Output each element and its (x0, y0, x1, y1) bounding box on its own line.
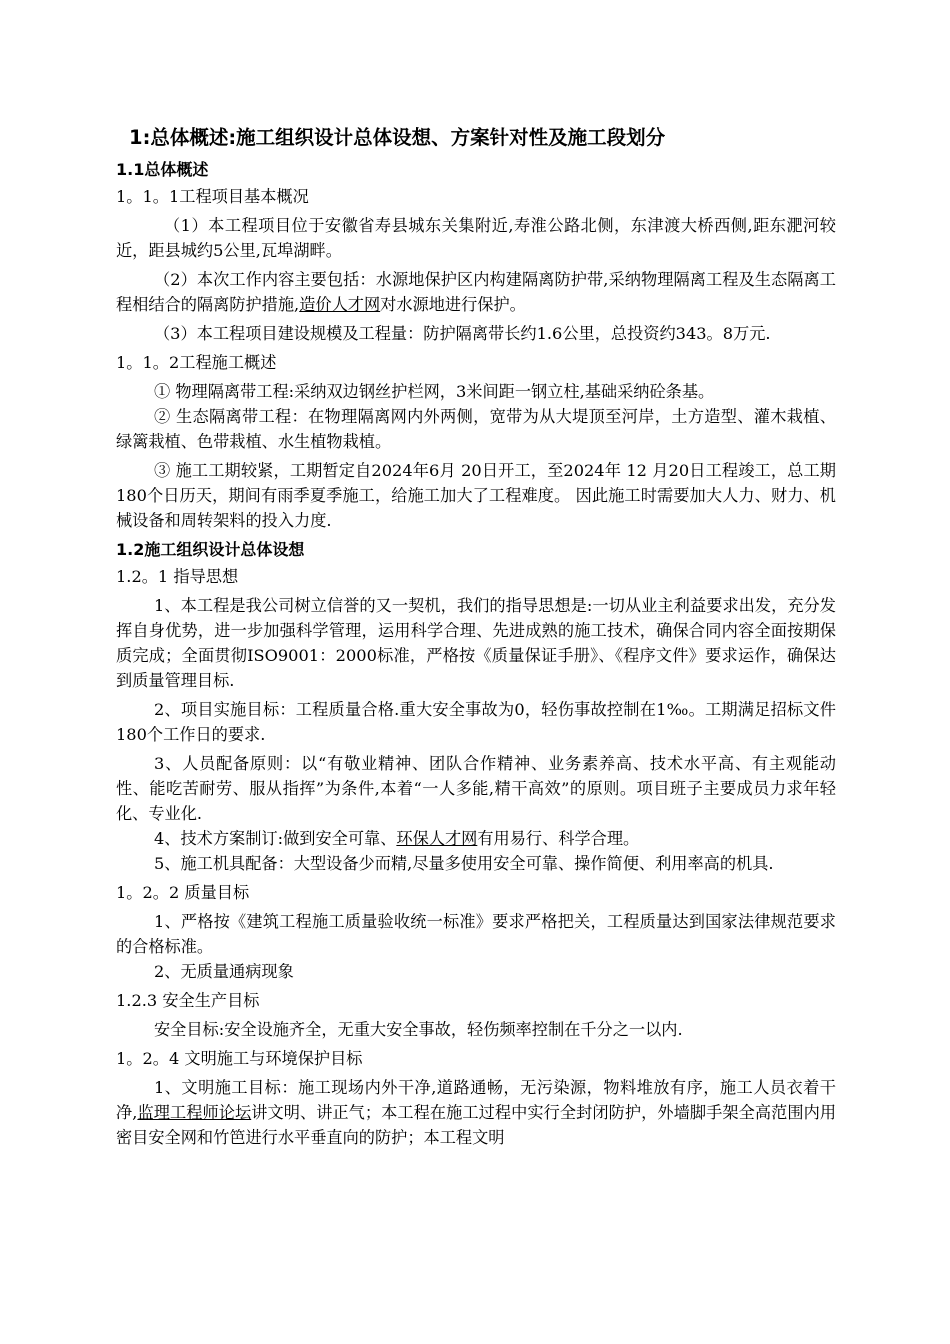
text-segment: 有用易行、科学合理。 (477, 829, 640, 848)
section-heading-1-2: 1.2施工组织设计总体设想 (116, 540, 305, 559)
link-supervisor-forum[interactable]: 监理工程师论坛 (137, 1103, 252, 1122)
paragraph-physical-isolation: ① 物理隔离带工程:采纳双边钢丝护栏网，3米间距一钢立柱,基础采纳砼条基。 (154, 382, 715, 401)
document-title: 1:总体概述:施工组织设计总体设想、方案针对性及施工段划分 (129, 126, 666, 149)
text-segment: 1、文明施工目标：施工现场内外干净,道路通畅，无污染源，物料堆放有序，施工人员衣着干净, (116, 1078, 836, 1122)
paragraph-project-goal: 2、项目实施目标：工程质量合格.重大安全事故为0，轻伤事故控制在1‰。工期满足招标文件180个工作日的要求. (116, 700, 836, 744)
paragraph-equipment: 5、施工机具配备：大型设备少而精,尽量多使用安全可靠、操作简便、利用率高的机具. (154, 854, 774, 873)
subsection-heading-1-2-1: 1.2。1 指导思想 (116, 567, 239, 586)
paragraph-project-scale: （3）本工程项目建设规模及工程量：防护隔离带长约1.6公里，总投资约343。8万元. (154, 324, 771, 343)
paragraph-guiding-idea: 1、本工程是我公司树立信誉的又一契机，我们的指导思想是:一切从业主利益要求出发，充分发挥自身优势，进一步加强科学管理，运用科学合理、先进成熟的施工技术，确保合同内容全面按期保质完成；全面贯彻ISO9001：2000标准，严格按《质量保证手册》、《程序文件》要求运作，确保达到质量管理目标. (116, 596, 836, 690)
subsection-heading-1-2-4: 1。2。4 文明施工与环境保护目标 (116, 1049, 363, 1068)
paragraph-project-location: （1）本工程项目位于安徽省寿县城东关集附近,寿淮公路北侧，东津渡大桥西侧,距东淝河较近，距县城约5公里,瓦埠湖畔。 (116, 216, 836, 260)
subsection-heading-1-1-1: 1。1。1工程项目基本概况 (116, 187, 309, 206)
paragraph-schedule: ③ 施工工期较紧，工期暂定自2024年6月 20日开工，至2024年 12 月20日工程竣工，总工期180个日历天，期间有雨季夏季施工，给施工加大了工程难度。 因此施工时需要加大人力、财力、机械设备和周转架料的投入力度. (116, 461, 836, 530)
paragraph-no-quality-defects: 2、无质量通病现象 (154, 962, 294, 981)
paragraph-staffing: 3、人员配备原则：以“有敬业精神、团队合作精神、业务素养高、技术水平高、有主观能动性、能吃苦耐劳、服从指挥”为条件,本着“一人多能,精干高效”的原则。项目班子主要成员力求年轻化、专业化. (116, 754, 836, 823)
document-body (116, 124, 836, 1150)
paragraph-quality-standard: 1、严格按《建筑工程施工质量验收统一标准》要求严格把关，工程质量达到国家法律规范要求的合格标准。 (116, 912, 836, 956)
paragraph-ecological-isolation: ② 生态隔离带工程：在物理隔离网内外两侧，宽带为从大堤顶至河岸，土方造型、灌木栽植、绿篱栽植、色带栽植、水生植物栽植。 (116, 407, 836, 451)
paragraph-work-content (116, 267, 836, 317)
text-segment: 4、技术方案制订:做到安全可靠、 (154, 829, 397, 848)
paragraph-safety-goal: 安全目标:安全设施齐全，无重大安全事故，轻伤频率控制在千分之一以内. (154, 1020, 683, 1039)
link-cost-talent-net[interactable]: 造价人才网 (299, 295, 381, 314)
text-segment: （2）本次工作内容主要包括：水源地保护区内构建隔离防护带,采纳物理隔离工程及生态隔离工程相结合的隔离防护措施, (116, 270, 836, 314)
text-segment: 对水源地进行保护。 (380, 295, 526, 314)
subsection-heading-1-2-3: 1.2.3 安全生产目标 (116, 991, 260, 1010)
paragraph-technical-plan (116, 826, 836, 851)
subsection-heading-1-1-2: 1。1。2工程施工概述 (116, 353, 277, 372)
text-segment: 讲文明、讲正气；本工程在施工过程中实行全封闭防护，外墙脚手架全高范围内用密目安全网和竹笆进行水平垂直向的防护；本工程文明 (116, 1103, 837, 1147)
subsection-heading-1-2-2: 1。2。2 质量目标 (116, 883, 250, 902)
link-env-talent-net[interactable]: 环保人才网 (396, 829, 478, 848)
paragraph-civilized-construction (116, 1075, 836, 1150)
section-heading-1-1: 1.1总体概述 (116, 160, 209, 179)
